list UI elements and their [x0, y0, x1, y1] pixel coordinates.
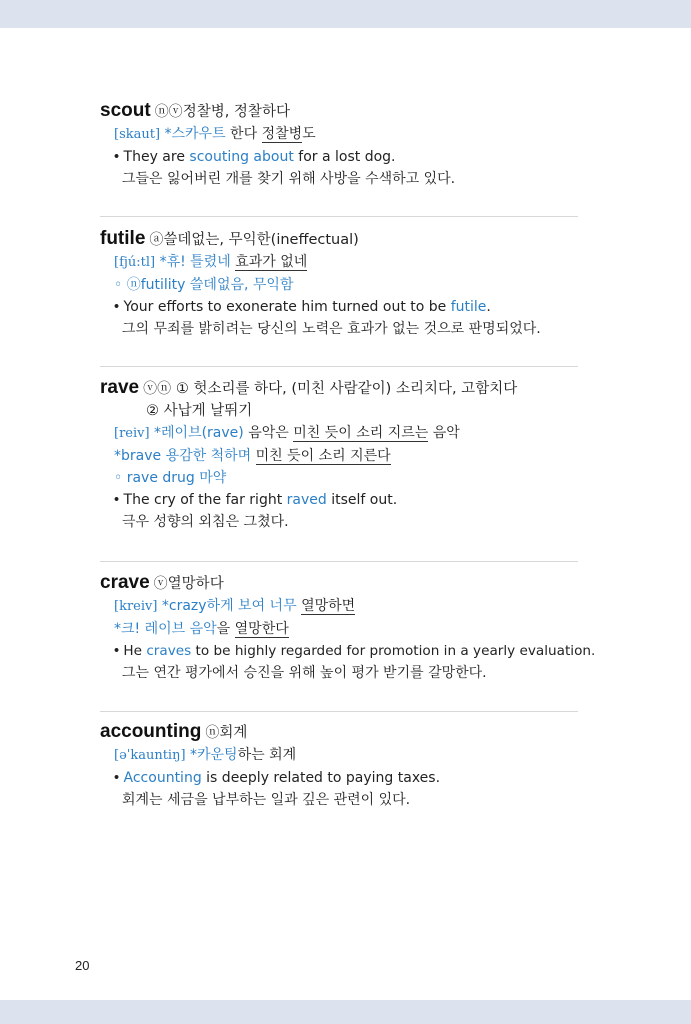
example-text: He	[123, 643, 147, 659]
example-highlight: craves	[146, 643, 192, 659]
example-text-end: for a lost dog.	[293, 149, 396, 165]
meaning: 열망하다	[167, 576, 224, 592]
meaning: 쓸데없는, 무익한(ineffectual)	[163, 232, 359, 248]
mnemonic-underlined: 미친 듯이 소리 지르는	[293, 425, 429, 441]
mnemonic-underlined: 열망한다	[234, 621, 289, 637]
headword: accounting	[100, 721, 202, 742]
mnemonic-text: 하는 회계	[237, 747, 297, 763]
derivative: ⓝfutility 쓸데없음, 무익함	[126, 277, 294, 293]
headline	[100, 572, 578, 595]
mnemonic-marker: *	[154, 425, 162, 441]
example-highlight: raved	[286, 492, 327, 508]
headline	[100, 100, 578, 123]
example-text: The cry of the far right	[123, 492, 287, 508]
mnemonic-underlined: 정찰병	[261, 126, 303, 142]
mnemonic-line	[100, 595, 578, 618]
pronunciation: [skaut]	[114, 127, 161, 142]
meaning: 회계	[219, 725, 248, 741]
part-of-speech: ⓝ	[205, 725, 220, 741]
mnemonic-highlight: 크! 레이브 음악	[121, 621, 217, 637]
example-text-end: to be highly regarded for promotion in a yearly evaluation.	[191, 643, 596, 659]
example-highlight: Accounting	[123, 770, 202, 786]
headword: scout	[100, 100, 151, 121]
part-of-speech: ⓥⓝ	[143, 381, 172, 397]
pronunciation: [kreiv]	[114, 599, 158, 614]
mnemonic-highlight: brave 용감한 척하며	[121, 448, 252, 464]
bullet-dot: •	[114, 149, 120, 165]
headword: rave	[100, 377, 140, 398]
entry-crave	[100, 572, 596, 684]
example-translation: 그의 무죄를 밝히려는 당신의 노력은 효과가 없는 것으로 판명되었다.	[122, 321, 541, 337]
example-translation: 그는 연간 평가에서 승진을 위해 높이 평가 받기를 갈망한다.	[122, 665, 487, 681]
example-sentence	[100, 489, 578, 511]
example-text: Your efforts to exonerate him turned out to be	[123, 299, 451, 315]
mnemonic-text: 을	[216, 621, 235, 637]
example-sentence	[100, 767, 578, 789]
mnemonic-underlined: 미친 듯이 소리 지른다	[255, 448, 391, 464]
mnemonic-marker: *	[161, 598, 169, 614]
part-of-speech: ⓝⓥ	[154, 104, 183, 120]
example-highlight: futile	[450, 299, 487, 315]
bottom-band	[0, 1000, 691, 1024]
pronunciation: [fjú:tl]	[114, 255, 156, 270]
part-of-speech: ⓥ	[153, 576, 168, 592]
mnemonic-highlight: 레이브(rave)	[161, 425, 244, 441]
derivative-line	[100, 467, 578, 489]
mnemonic-line-2	[100, 618, 578, 640]
entry-accounting	[100, 721, 578, 811]
mnemonic-text: 한다	[225, 126, 262, 142]
mnemonic-underlined: 효과가 없네	[235, 254, 308, 270]
bullet-dot: •	[114, 299, 120, 315]
mnemonic-marker: *	[164, 126, 172, 142]
top-band	[0, 0, 691, 28]
divider	[100, 711, 578, 712]
derivative: rave drug 마약	[126, 470, 227, 486]
mnemonic-tail: 도	[302, 126, 316, 142]
bullet-dot: •	[114, 770, 120, 786]
example-sentence	[100, 146, 578, 168]
mnemonic-line	[100, 251, 578, 274]
meaning: 정찰병, 정찰하다	[182, 104, 290, 120]
bullet-dot: •	[114, 492, 120, 508]
example-text-end: .	[486, 299, 491, 315]
mnemonic-highlight: 카운팅	[197, 747, 238, 763]
mnemonic-highlight: crazy하게 보여 너무	[168, 598, 297, 614]
divider	[100, 366, 578, 367]
pronunciation: [reiv]	[114, 426, 150, 441]
example-text-end: is deeply related to paying taxes.	[201, 770, 441, 786]
headline	[100, 721, 578, 744]
entry-rave	[100, 377, 578, 533]
entry-futile	[100, 228, 578, 340]
entry-scout	[100, 100, 578, 190]
bullet-dot: •	[114, 643, 120, 659]
headword: futile	[100, 228, 146, 249]
derivative-line	[100, 274, 578, 296]
meaning-secondary: ② 사납게 날뛰기	[146, 403, 253, 419]
example-text: They are	[123, 149, 190, 165]
example-sentence	[100, 296, 578, 318]
example-translation: 회계는 세금을 납부하는 일과 깊은 관련이 있다.	[122, 792, 411, 808]
derivative-marker: ◦	[114, 277, 123, 293]
divider	[100, 216, 578, 217]
mnemonic-line-2	[100, 445, 578, 467]
page-number: 20	[75, 958, 90, 973]
mnemonic-line	[100, 123, 578, 146]
example-translation: 그들은 잃어버린 개를 찾기 위해 사방을 수색하고 있다.	[122, 171, 456, 187]
headline	[100, 377, 578, 400]
headword: crave	[100, 572, 150, 593]
mnemonic-tail: 음악	[428, 425, 460, 441]
example-text-end: itself out.	[326, 492, 398, 508]
mnemonic-highlight: 휴! 틀렸네	[166, 254, 231, 270]
example-translation: 극우 성향의 외침은 그쳤다.	[122, 514, 289, 530]
example-sentence	[100, 640, 596, 662]
mnemonic-marker: *	[114, 621, 121, 637]
mnemonic-marker: *	[114, 448, 121, 464]
divider	[100, 561, 578, 562]
pronunciation: [əˈkauntiŋ]	[114, 748, 186, 763]
part-of-speech: ⓐ	[149, 232, 164, 248]
mnemonic-text: 음악은	[243, 425, 294, 441]
mnemonic-line	[100, 422, 578, 445]
example-highlight: scouting about	[189, 149, 294, 165]
mnemonic-underlined: 열망하면	[301, 598, 356, 614]
mnemonic-line	[100, 744, 578, 767]
meaning: ① 헛소리를 하다, (미친 사람같이) 소리치다, 고함치다	[175, 381, 518, 397]
headline	[100, 228, 578, 251]
mnemonic-marker: *	[159, 254, 167, 270]
mnemonic-highlight: 스카우트	[171, 126, 226, 142]
derivative-marker: ◦	[114, 470, 123, 486]
mnemonic-marker: *	[190, 747, 197, 763]
